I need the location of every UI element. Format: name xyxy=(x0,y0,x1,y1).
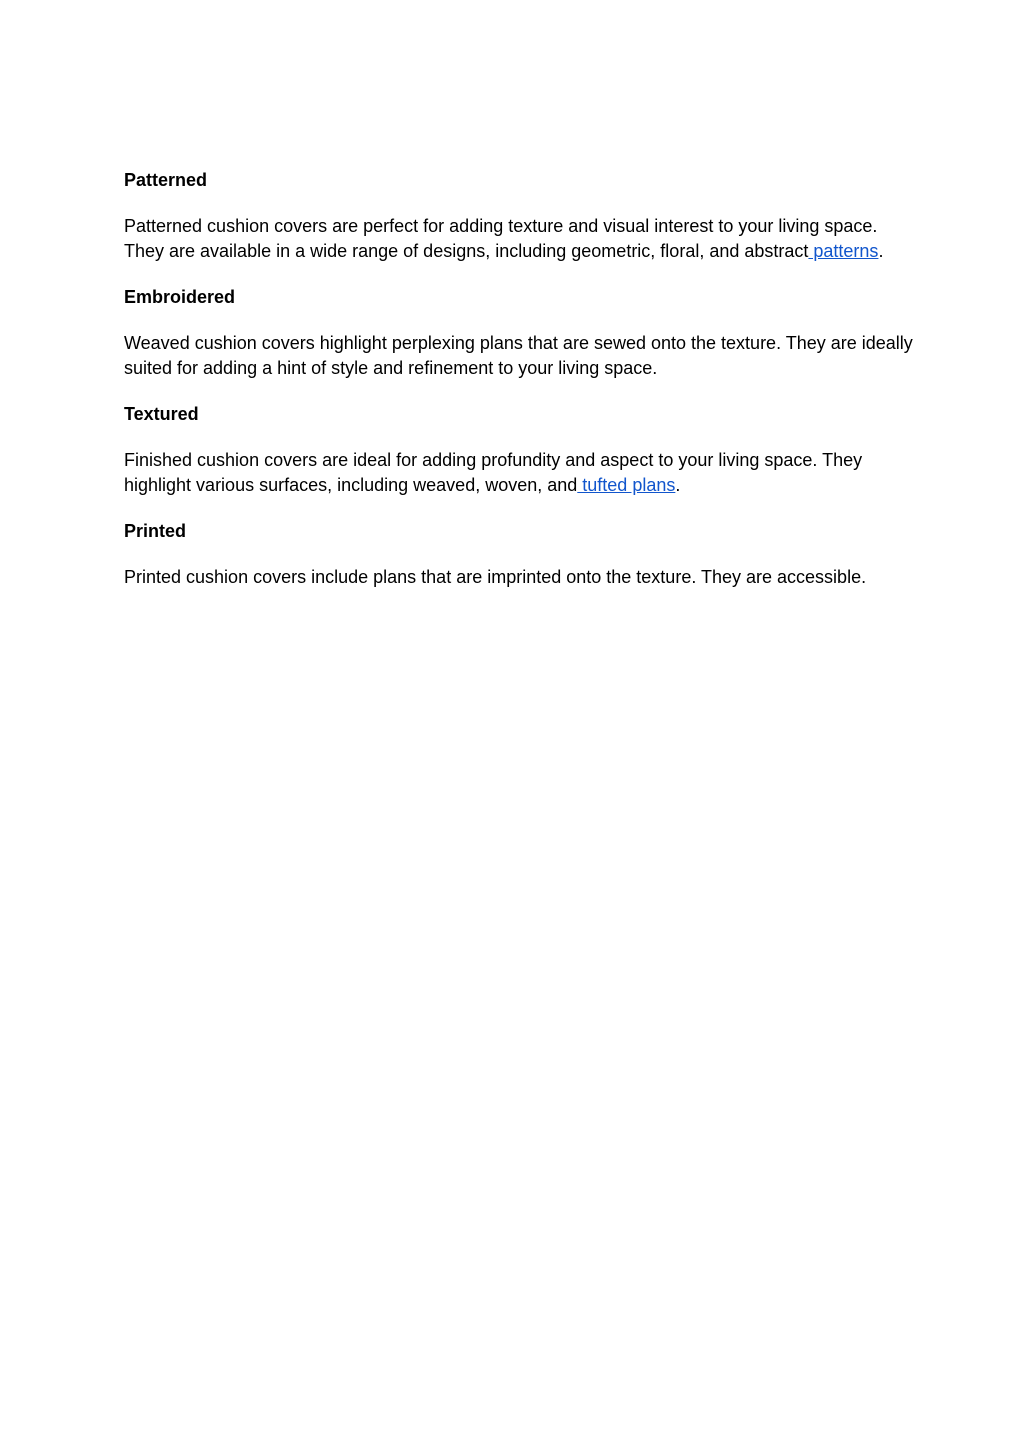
patterns-link[interactable]: patterns xyxy=(808,241,879,261)
document-body xyxy=(124,168,914,611)
section-heading-embroidered: Embroidered xyxy=(124,287,236,307)
section-paragraph-patterned xyxy=(124,214,914,264)
section-paragraph-printed: Printed cushion covers include plans that are imprinted onto the texture. They are accessible. xyxy=(124,567,867,587)
paragraph-text-end: . xyxy=(675,475,681,495)
paragraph-text-end: . xyxy=(878,241,884,261)
section-heading-printed: Printed xyxy=(124,521,187,541)
section-paragraph-embroidered: Weaved cushion covers highlight perplexing plans that are sewed onto the texture. They are ideally suited for adding a hint of style and refinement to your living space. xyxy=(124,333,913,378)
tufted-plans-link[interactable]: tufted plans xyxy=(577,475,676,495)
section-heading-patterned: Patterned xyxy=(124,170,208,190)
paragraph-text: Patterned cushion covers are perfect for adding texture and visual interest to your living space. They are available in a wide range of designs, including geometric, floral, and abstract xyxy=(124,216,878,261)
paragraph-text: Finished cushion covers are ideal for adding profundity and aspect to your living space. They highlight various surfaces, including weaved, woven, and xyxy=(124,450,863,495)
section-paragraph-textured xyxy=(124,448,914,498)
section-heading-textured: Textured xyxy=(124,404,199,424)
